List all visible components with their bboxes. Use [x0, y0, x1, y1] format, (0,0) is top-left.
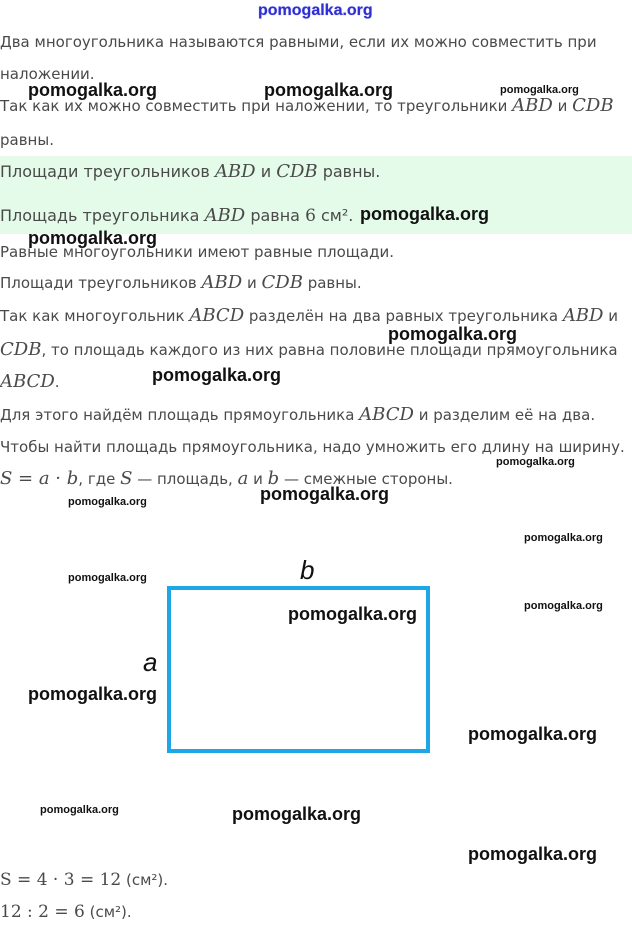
text: , то площадь каждого из них равна половине площади прямоугольника — [41, 341, 618, 359]
math: ABCD — [359, 404, 414, 425]
highlight-line-1 — [0, 162, 380, 182]
text: Равные многоугольники имеют равные площади. — [0, 243, 394, 261]
text: (см²). — [121, 871, 169, 889]
watermark: pomogalka.org — [260, 484, 390, 504]
math: ABCD — [189, 305, 245, 326]
math: a — [237, 468, 249, 489]
text: . — [54, 373, 60, 391]
paragraph-definition — [0, 32, 597, 52]
text: и — [242, 274, 262, 292]
label-b: b — [300, 555, 315, 585]
text: Так как их можно совместить при наложении, то треугольники — [0, 97, 513, 115]
text: см². — [315, 206, 354, 225]
math: S — [120, 468, 133, 489]
paragraph-rule — [0, 437, 625, 457]
paragraph-find-area — [0, 405, 595, 425]
text: наложении. — [0, 65, 95, 83]
paragraph-triangles-equal-cont — [0, 130, 54, 150]
text: и — [255, 162, 277, 181]
watermark: pomogalka.org — [496, 456, 575, 468]
watermark: pomogalka.org — [360, 204, 490, 224]
text: равны. — [0, 131, 54, 149]
text: и — [248, 470, 268, 488]
text: Площади треугольников — [0, 274, 202, 292]
math: S = a · b — [0, 468, 79, 489]
math: ABD — [562, 305, 604, 326]
calculation-half — [0, 902, 132, 922]
text: (см²). — [84, 903, 132, 921]
math: b — [267, 468, 280, 489]
math: 6 — [305, 206, 316, 226]
watermark: pomogalka.org — [524, 532, 603, 544]
math: S = 4 · 3 = 12 — [0, 870, 122, 890]
math: ABD — [201, 272, 243, 293]
watermark: pomogalka.org — [28, 80, 158, 100]
math: ABCD — [0, 371, 55, 392]
text: Для этого найдём площадь прямоугольника — [0, 406, 360, 424]
header-watermark: pomogalka.org — [258, 2, 373, 19]
text: и разделим её на два. — [413, 406, 596, 424]
text: , где — [78, 470, 121, 488]
watermark: pomogalka.org — [152, 365, 282, 385]
calculation-area — [0, 870, 168, 890]
text: Чтобы найти площадь прямоугольника, надо умножить его длину на ширину. — [0, 438, 625, 456]
watermark: pomogalka.org — [28, 684, 158, 704]
paragraph-split — [0, 306, 618, 326]
watermark: pomogalka.org — [40, 804, 119, 816]
text: Так как многоугольник — [0, 307, 190, 325]
text: — смежные стороны. — [279, 470, 453, 488]
watermark: pomogalka.org — [68, 572, 147, 584]
text: равны. — [317, 162, 381, 181]
text: Площади треугольников — [0, 162, 215, 181]
text: и — [552, 97, 573, 115]
paragraph-split-cont — [0, 340, 618, 360]
math: CDB — [276, 161, 318, 182]
highlight-line-2 — [0, 206, 353, 226]
text: и — [603, 307, 619, 325]
watermark: pomogalka.org — [468, 844, 598, 864]
math: ABD — [214, 161, 256, 182]
text: Площадь треугольника — [0, 206, 205, 225]
paragraph-split-cont2 — [0, 372, 60, 392]
watermark: pomogalka.org — [468, 724, 598, 744]
text: — площадь, — [132, 470, 238, 488]
paragraph-areas-equal — [0, 273, 362, 293]
watermark: pomogalka.org — [68, 496, 147, 508]
watermark: pomogalka.org — [388, 324, 518, 344]
text: равны. — [302, 274, 362, 292]
watermark: pomogalka.org — [524, 600, 603, 612]
watermark: pomogalka.org — [288, 604, 418, 624]
math: CDB — [572, 95, 614, 116]
math: CDB — [0, 339, 42, 360]
watermark: pomogalka.org — [500, 84, 579, 96]
math: 12 : 2 = 6 — [0, 902, 85, 922]
watermark: pomogalka.org — [28, 228, 158, 248]
label-a: a — [143, 647, 158, 677]
math: ABD — [204, 205, 246, 226]
text: равна — [245, 206, 306, 225]
math: ABD — [512, 95, 553, 116]
math: CDB — [261, 272, 303, 293]
watermark: pomogalka.org — [264, 80, 394, 100]
text: разделён на два равных треугольника — [244, 307, 563, 325]
text: Два многоугольника называются равными, если их можно совместить при — [0, 33, 597, 51]
watermark: pomogalka.org — [232, 804, 362, 824]
